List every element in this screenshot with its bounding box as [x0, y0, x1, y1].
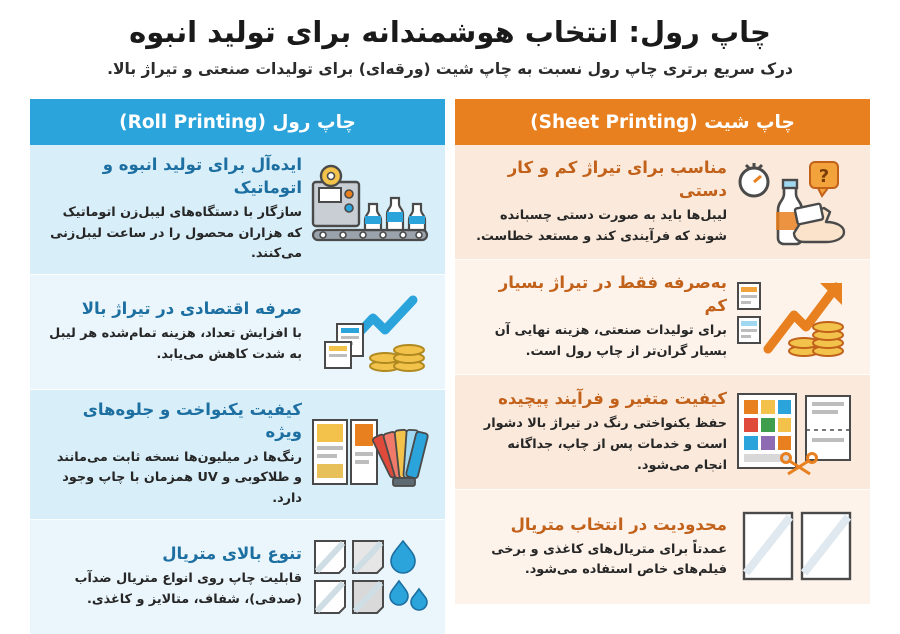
row-body: با افزایش تعداد، هزینه تمام‌شده هر لیبل به شدت کاهش می‌یابد. [49, 326, 302, 363]
paper-sheets-icon [731, 499, 859, 595]
falling-cost-chart-icon [306, 284, 434, 380]
row-title: کیفیت متغیر و فرآیند پیچیده [498, 389, 727, 409]
row-text [463, 272, 731, 362]
row-sheet-1 [455, 145, 870, 260]
row-roll-1 [30, 145, 445, 275]
color-swatches-scissors-icon [731, 384, 859, 480]
row-body: لیبل‌ها باید به صورت دستی چسبانده شوند که فرآیندی کند و مستعد خطاست. [476, 207, 727, 244]
row-body: حفظ یکنواختی رنگ در تیراژ بالا دشوار است و خدمات پس از چاپ، جداگانه انجام می‌شود. [483, 416, 727, 473]
row-body: عمدتاً برای متریال‌های کاغذی و برخی فیلم‌های خاص استفاده می‌شود. [491, 541, 727, 578]
row-title: به‌صرفه فقط در تیراژ بسیار کم [498, 273, 727, 315]
row-title: ایده‌آل برای تولید انبوه و اتوماتیک [102, 155, 302, 197]
row-text [463, 388, 731, 476]
row-body: رنگ‌ها در میلیون‌ها نسخه ثابت می‌مانند و طلاکوبی و UV همزمان با چاپ وجود دارد. [56, 449, 302, 507]
labeling-machine-icon [306, 162, 434, 258]
page-subtitle: درک سریع برتری چاپ رول نسبت به چاپ شیت (ورقه‌ای) برای تولیدات صنعتی و تیراژ بالا. [107, 60, 793, 79]
hand-bottle-label-icon [731, 154, 859, 250]
row-sheet-4 [455, 490, 870, 604]
row-text [38, 298, 306, 366]
header [0, 0, 900, 87]
row-sheet-2 [455, 260, 870, 375]
row-body: سازگار با دستگاه‌های لیبل‌زن اتوماتیک که هزاران محصول را در ساعت لیبل‌زنی می‌کنند. [50, 204, 302, 262]
row-roll-4 [30, 520, 445, 634]
rows-roll [30, 145, 445, 633]
row-title: محدودیت در انتخاب متریال [510, 514, 727, 534]
column-header-sheet: چاپ شیت (Sheet Printing) [455, 99, 870, 145]
row-text [38, 154, 306, 265]
column-roll-printing [30, 99, 445, 633]
row-title: کیفیت یکنواخت و جلوه‌های ویژه [82, 400, 302, 442]
row-sheet-3 [455, 375, 870, 490]
row-roll-2 [30, 275, 445, 390]
column-divider [449, 116, 451, 626]
row-text [38, 543, 306, 611]
column-sheet-printing [455, 99, 870, 633]
row-title: مناسب برای تیراژ کم و کار دستی [507, 158, 727, 200]
row-body: قابلیت چاپ روی انواع متریال ضدآب (صدفی)، شفاف، متالایز و کاغذی. [74, 571, 302, 607]
row-body: برای تولیدات صنعتی، هزینه نهایی آن بسیار گران‌تر از چاپ رول است. [494, 322, 727, 359]
row-text [38, 399, 306, 510]
row-title: صرفه اقتصادی در تیراژ بالا [81, 299, 302, 319]
rising-cost-chart-icon [731, 269, 859, 365]
row-roll-3 [30, 390, 445, 520]
rows-sheet [455, 145, 870, 604]
svg-text:?: ? [818, 166, 830, 188]
row-title: تنوع بالای متریال [162, 543, 302, 563]
column-header-roll: چاپ رول (Roll Printing) [30, 99, 445, 145]
row-text [463, 157, 731, 247]
page-title: چاپ رول: انتخاب هوشمندانه برای تولید انبوه [129, 15, 771, 49]
row-text [463, 514, 731, 582]
color-fan-deck-icon [306, 406, 434, 502]
material-variety-icon [306, 529, 434, 625]
